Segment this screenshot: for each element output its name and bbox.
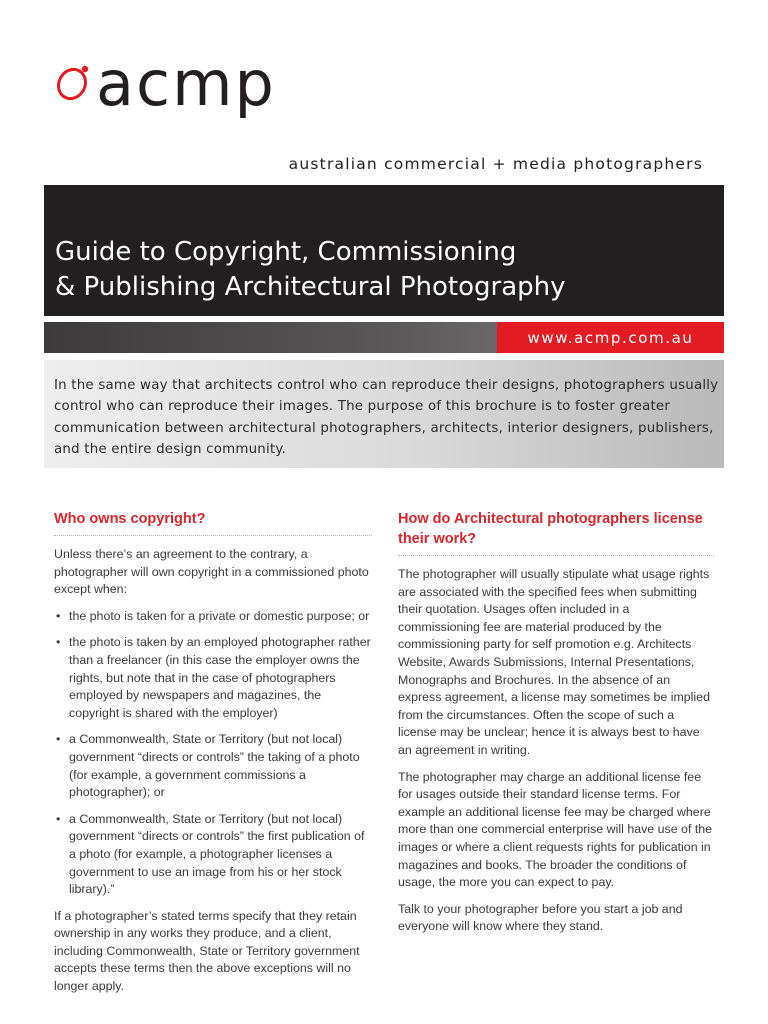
list-item-text: the photo is taken for a private or domestic purpose; or <box>69 608 370 623</box>
heading-licensing: How do Architectural photographers license their work? <box>398 509 714 556</box>
list-item-text: a Commonwealth, State or Territory (but not local) government “directs or controls” the taking of a photo (for example, a government commissions a photographer); or <box>69 732 360 800</box>
right-paragraph: The photographer will usually stipulate what usage rights are associated with the specified fees when submitting their quotation. Usages often included in a commissioning fee are material produced by the commissioning party for self promotion e.g. Architects Website, Awards Submissions, Internal Presentations, Monographs and Brochures. In the absence of an express agreement, a license may sometimes be implied from the circumstances. Often the scope of such a license may be unclear; hence it is always best to have an agreement in writing. <box>398 567 710 757</box>
heading-who-owns-copyright: Who owns copyright? <box>54 509 372 536</box>
tagline: australian commercial + media photographers <box>288 155 703 173</box>
list-item-text: a Commonwealth, State or Territory (but not local) government “directs or controls” the first publication of a photo (for example, a photographer licenses a government to use an image from his or her stock library).” <box>69 811 365 897</box>
url-band <box>44 322 724 353</box>
bullet-icon: • <box>56 811 61 826</box>
left-column <box>54 509 372 1005</box>
right-paragraph: The photographer may charge an additional license fee for usages outside their standard license terms. For example an additional license fee may be charged where more than one commercial enterprise will have use of the images or where a client requests rights for publication in magazines and books. The broader the conditions of usage, the more you can expect to pay. <box>398 769 713 890</box>
list-item-text: the photo is taken by an employed photographer rather than a freelancer (in this case the employer owns the rights, but note that in the case of photographers employed by newspapers and magazines, the copyright is shared with the employer) <box>69 635 371 720</box>
list-item <box>54 634 372 722</box>
right-paragraph: Talk to your photographer before you start a job and everyone will know where they stand. <box>398 901 683 934</box>
title-line-1: Guide to Copyright, Commissioning <box>55 237 517 267</box>
list-item <box>54 731 372 801</box>
title-line-2: & Publishing Architectural Photography <box>55 272 566 302</box>
exceptions-list <box>54 608 372 899</box>
website-link[interactable]: www.acmp.com.au <box>497 322 724 353</box>
bullet-icon: • <box>56 732 61 747</box>
bullet-icon: • <box>56 635 61 650</box>
right-column <box>398 509 714 945</box>
left-lead-paragraph: Unless there’s an agreement to the contrary, a photographer will own copyright in a commissioned photo except when: <box>54 547 369 597</box>
intro-text: In the same way that architects control who can reproduce their designs, photographers usually control who can reproduce their images. The purpose of this brochure is to foster greater communication between architectural photographers, architects, interior designers, publishers, and the entire design community. <box>54 378 719 457</box>
list-item <box>54 811 372 899</box>
left-closing-paragraph: If a photographer’s stated terms specify that they retain ownership in any works they produce, and a client, including Commonwealth, State or Territory government accepts these terms then the above exceptions will no longer apply. <box>54 908 360 994</box>
title-band <box>44 185 724 316</box>
acmp-logo <box>52 48 322 128</box>
logo-wordmark: acmp <box>96 47 276 120</box>
bullet-icon: • <box>56 608 61 623</box>
logo-swirl-icon <box>52 60 96 104</box>
list-item <box>54 608 372 626</box>
intro-panel <box>44 360 724 468</box>
document-title <box>55 235 566 305</box>
